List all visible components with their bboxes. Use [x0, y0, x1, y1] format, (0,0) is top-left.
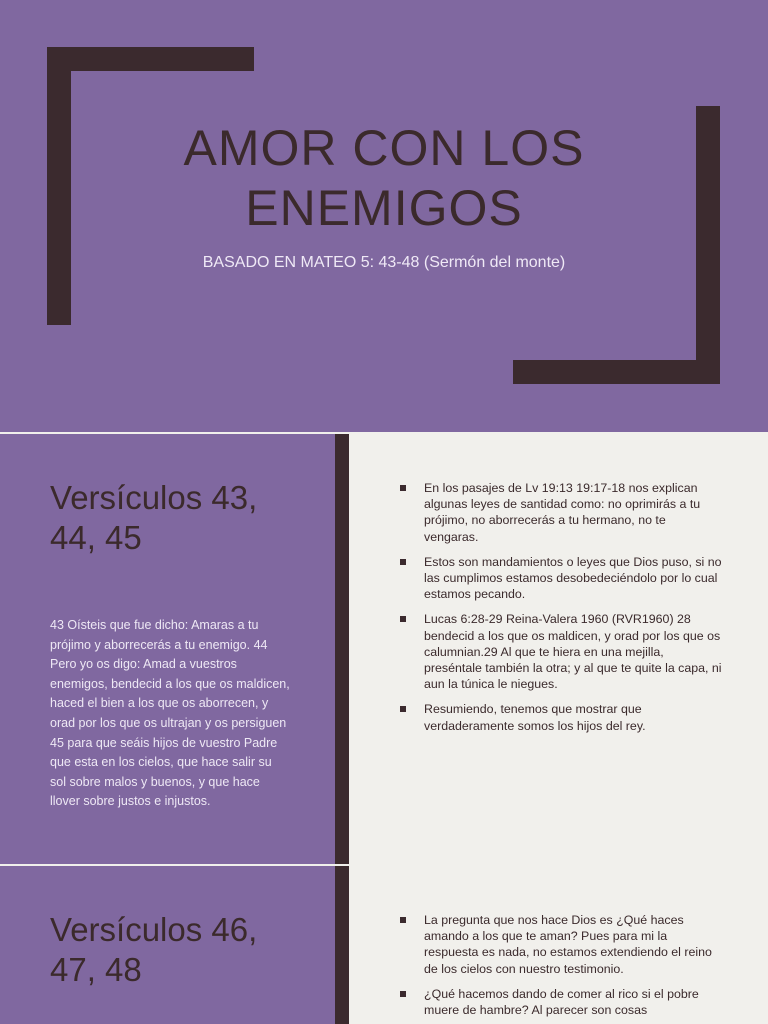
bracket-bottom-right-horizontal	[513, 360, 720, 384]
bullet-text: ¿Qué hacemos dando de comer al rico si el pobre muere de hambre? Al parecer son cosas	[424, 986, 699, 1018]
verse-heading	[50, 910, 320, 990]
square-bullet-icon	[400, 485, 406, 491]
bullet-text: Resumiendo, tenemos que mostrar que verdaderamente somos los hijos del rey.	[424, 702, 646, 733]
verses-46-48-slide	[0, 866, 768, 1024]
title-line-2: ENEMIGOS	[245, 180, 523, 236]
verse-heading-line-1: Versículos 43,	[50, 479, 258, 516]
square-bullet-icon	[400, 917, 406, 923]
list-item	[400, 611, 722, 692]
bullet-text: En los pasajes de Lv 19:13 19:17-18 nos explican algunas leyes de santidad como: no oprimirás a tu prójimo, no aborrecerás a tu hermano, no te vengaras.	[424, 481, 701, 544]
title-line-1: AMOR CON LOS	[183, 120, 585, 176]
verse-heading-line-1: Versículos 46,	[50, 911, 258, 948]
list-item	[400, 986, 722, 1018]
subtitle: BASADO EN MATEO 5: 43-48 (Sermón del monte)	[202, 254, 566, 271]
divider-bar	[335, 434, 349, 864]
bracket-top-left-horizontal	[47, 47, 254, 71]
bracket-top-left-vertical	[47, 47, 71, 325]
list-item	[400, 480, 722, 545]
bullet-text: La pregunta que nos hace Dios es ¿Qué haces amando a los que te aman? Pues para mi la respuesta es nada, no estamos extendiendo el reino de los cielos con nuestro testimonio.	[424, 913, 712, 976]
square-bullet-icon	[400, 616, 406, 622]
list-item	[400, 554, 722, 603]
list-item	[400, 912, 722, 977]
bullet-list	[400, 480, 722, 743]
list-item	[400, 701, 722, 733]
verses-43-45-slide	[0, 434, 768, 864]
title-slide	[0, 0, 768, 432]
verse-heading-line-2: 47, 48	[50, 951, 142, 988]
bullet-text: Estos son mandamientos o leyes que Dios puso, si no las cumplimos estamos desobedeciéndolo por lo cual estamos pecando.	[424, 554, 722, 602]
verse-text: 43 Oísteis que fue dicho: Amaras a tu prójimo y aborrecerás a tu enemigo. 44 Pero yo os digo: Amad a vuestros enemigos, bendecid a los que os maldicen, haced el bien a los que os aborrecen, y orad por los que os ultrajan y os persiguen 45 para que seáis hijos de vuestro Padre que esta en los cielos, que hace salir su sol sobre malos y buenos, y que hace llover sobre justos e injustos.	[50, 618, 290, 809]
divider-bar	[335, 866, 349, 1024]
bullet-list	[400, 912, 722, 1024]
square-bullet-icon	[400, 991, 406, 997]
square-bullet-icon	[400, 706, 406, 712]
bracket-bottom-right-vertical	[696, 106, 720, 384]
verse-heading-line-2: 44, 45	[50, 519, 142, 556]
square-bullet-icon	[400, 559, 406, 565]
bullet-text: Lucas 6:28-29 Reina-Valera 1960 (RVR1960) 28 bendecid a los que os maldicen, y orad por los que os calumnian.29 Al que te hiera en una mejilla, preséntale también la otra; y al que te quite la capa, ni aun la túnica le niegues.	[424, 612, 722, 692]
page-title	[120, 118, 648, 238]
verse-heading	[50, 478, 320, 558]
